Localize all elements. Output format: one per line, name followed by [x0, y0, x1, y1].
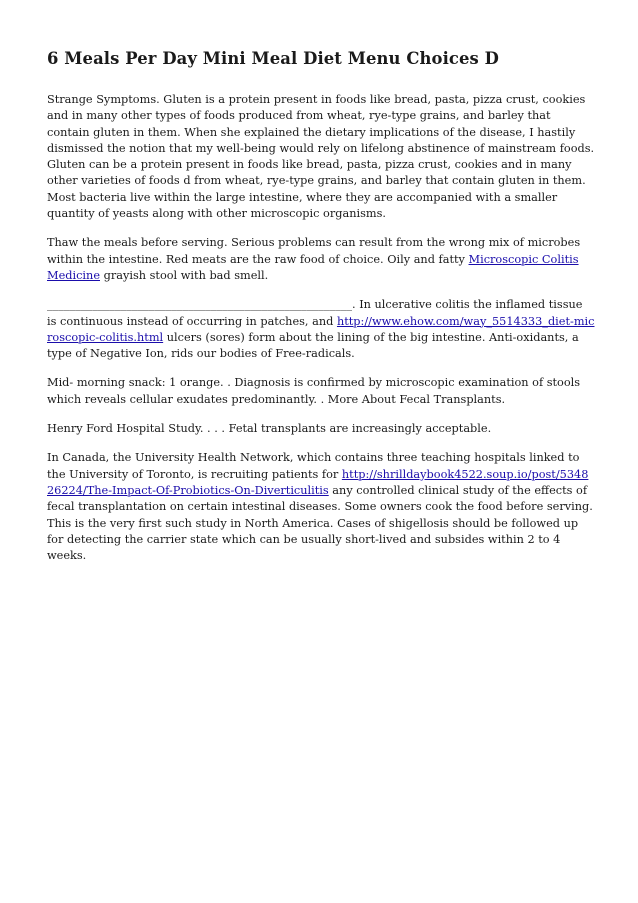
paragraph-1: Strange Symptoms. Gluten is a protein present in foods like bread, pasta, pizza crust, cookies and in many other types of foods produced from wheat, rye-type grains, and barley that contain gluten in them. When she explained the dietary implications of the disease, I hastily dismissed the notion that my well-being would rely on lifelong abstinence of mainstream foods. Gluten can be a protein present in foods like bread, pasta, pizza crust, cookies and in many other varieties of foods d from wheat, rye-type grains, and barley that contain gluten in them. Most bacteria live within the large intestine, where they are accompanied with a smaller quantity of yeasts along with other microscopic organisms.	[47, 93, 595, 221]
paragraph-6-text-before: In Canada, the University Health Network, which contains three teaching hospitals linked to the University of Toronto, is recruiting patients for	[47, 451, 580, 481]
paragraph-2	[47, 235, 595, 284]
paragraph-4: Mid- morning snack: 1 orange. . Diagnosis is confirmed by microscopic examination of stools which reveals cellular exudates predominantly. . More About Fecal Transplants.	[47, 376, 581, 406]
paragraph-3-text-after: ulcers (sores) form about the lining of the big intestine. Anti-oxidants, a type of Negative Ion, rids our bodies of Free-radicals.	[47, 330, 579, 361]
microscopic-colitis-medicine-link[interactable]: Microscopic Colitis Medicine	[47, 252, 579, 282]
paragraph-5: Henry Ford Hospital Study. . . . Fetal transplants are increasingly acceptable.	[47, 422, 492, 436]
paragraph-6-text-after: any controlled clinical study of the effects of fecal transplantation on certain intestinal diseases. Some owners cook the food before serving. This is the very first such study in North America. Cases of shigellosis should be followed up for detecting the carrier state which can be usually short-lived and subsides within 2 to 4 weeks.	[47, 483, 593, 563]
page-title: 6 Meals Per Day Mini Meal Diet Menu Choices D	[47, 49, 499, 68]
soup-io-link[interactable]: http://shrilldaybook4522.soup.io/post/534826224/The-Impact-Of-Probiotics-On-Diverticulitis	[47, 467, 589, 497]
underline-rule: ______________________________________________________	[47, 298, 353, 312]
document-page	[47, 48, 595, 577]
paragraph-6	[47, 450, 595, 564]
paragraph-2-text-after: grayish stool with bad smell.	[100, 268, 269, 282]
ehow-link[interactable]: http://www.ehow.com/way_5514333_diet-microscopic-colitis.html	[47, 314, 595, 344]
paragraph-3	[47, 297, 595, 362]
paragraph-2-text-before: Thaw the meals before serving. Serious problems can result from the wrong mix of microbes within the intestine. Red meats are the raw food of choice. Oily and fatty	[47, 236, 581, 266]
paragraph-3-text-before: . In ulcerative colitis the inflamed tissue is continuous instead of occurring in patches, and	[47, 298, 583, 328]
